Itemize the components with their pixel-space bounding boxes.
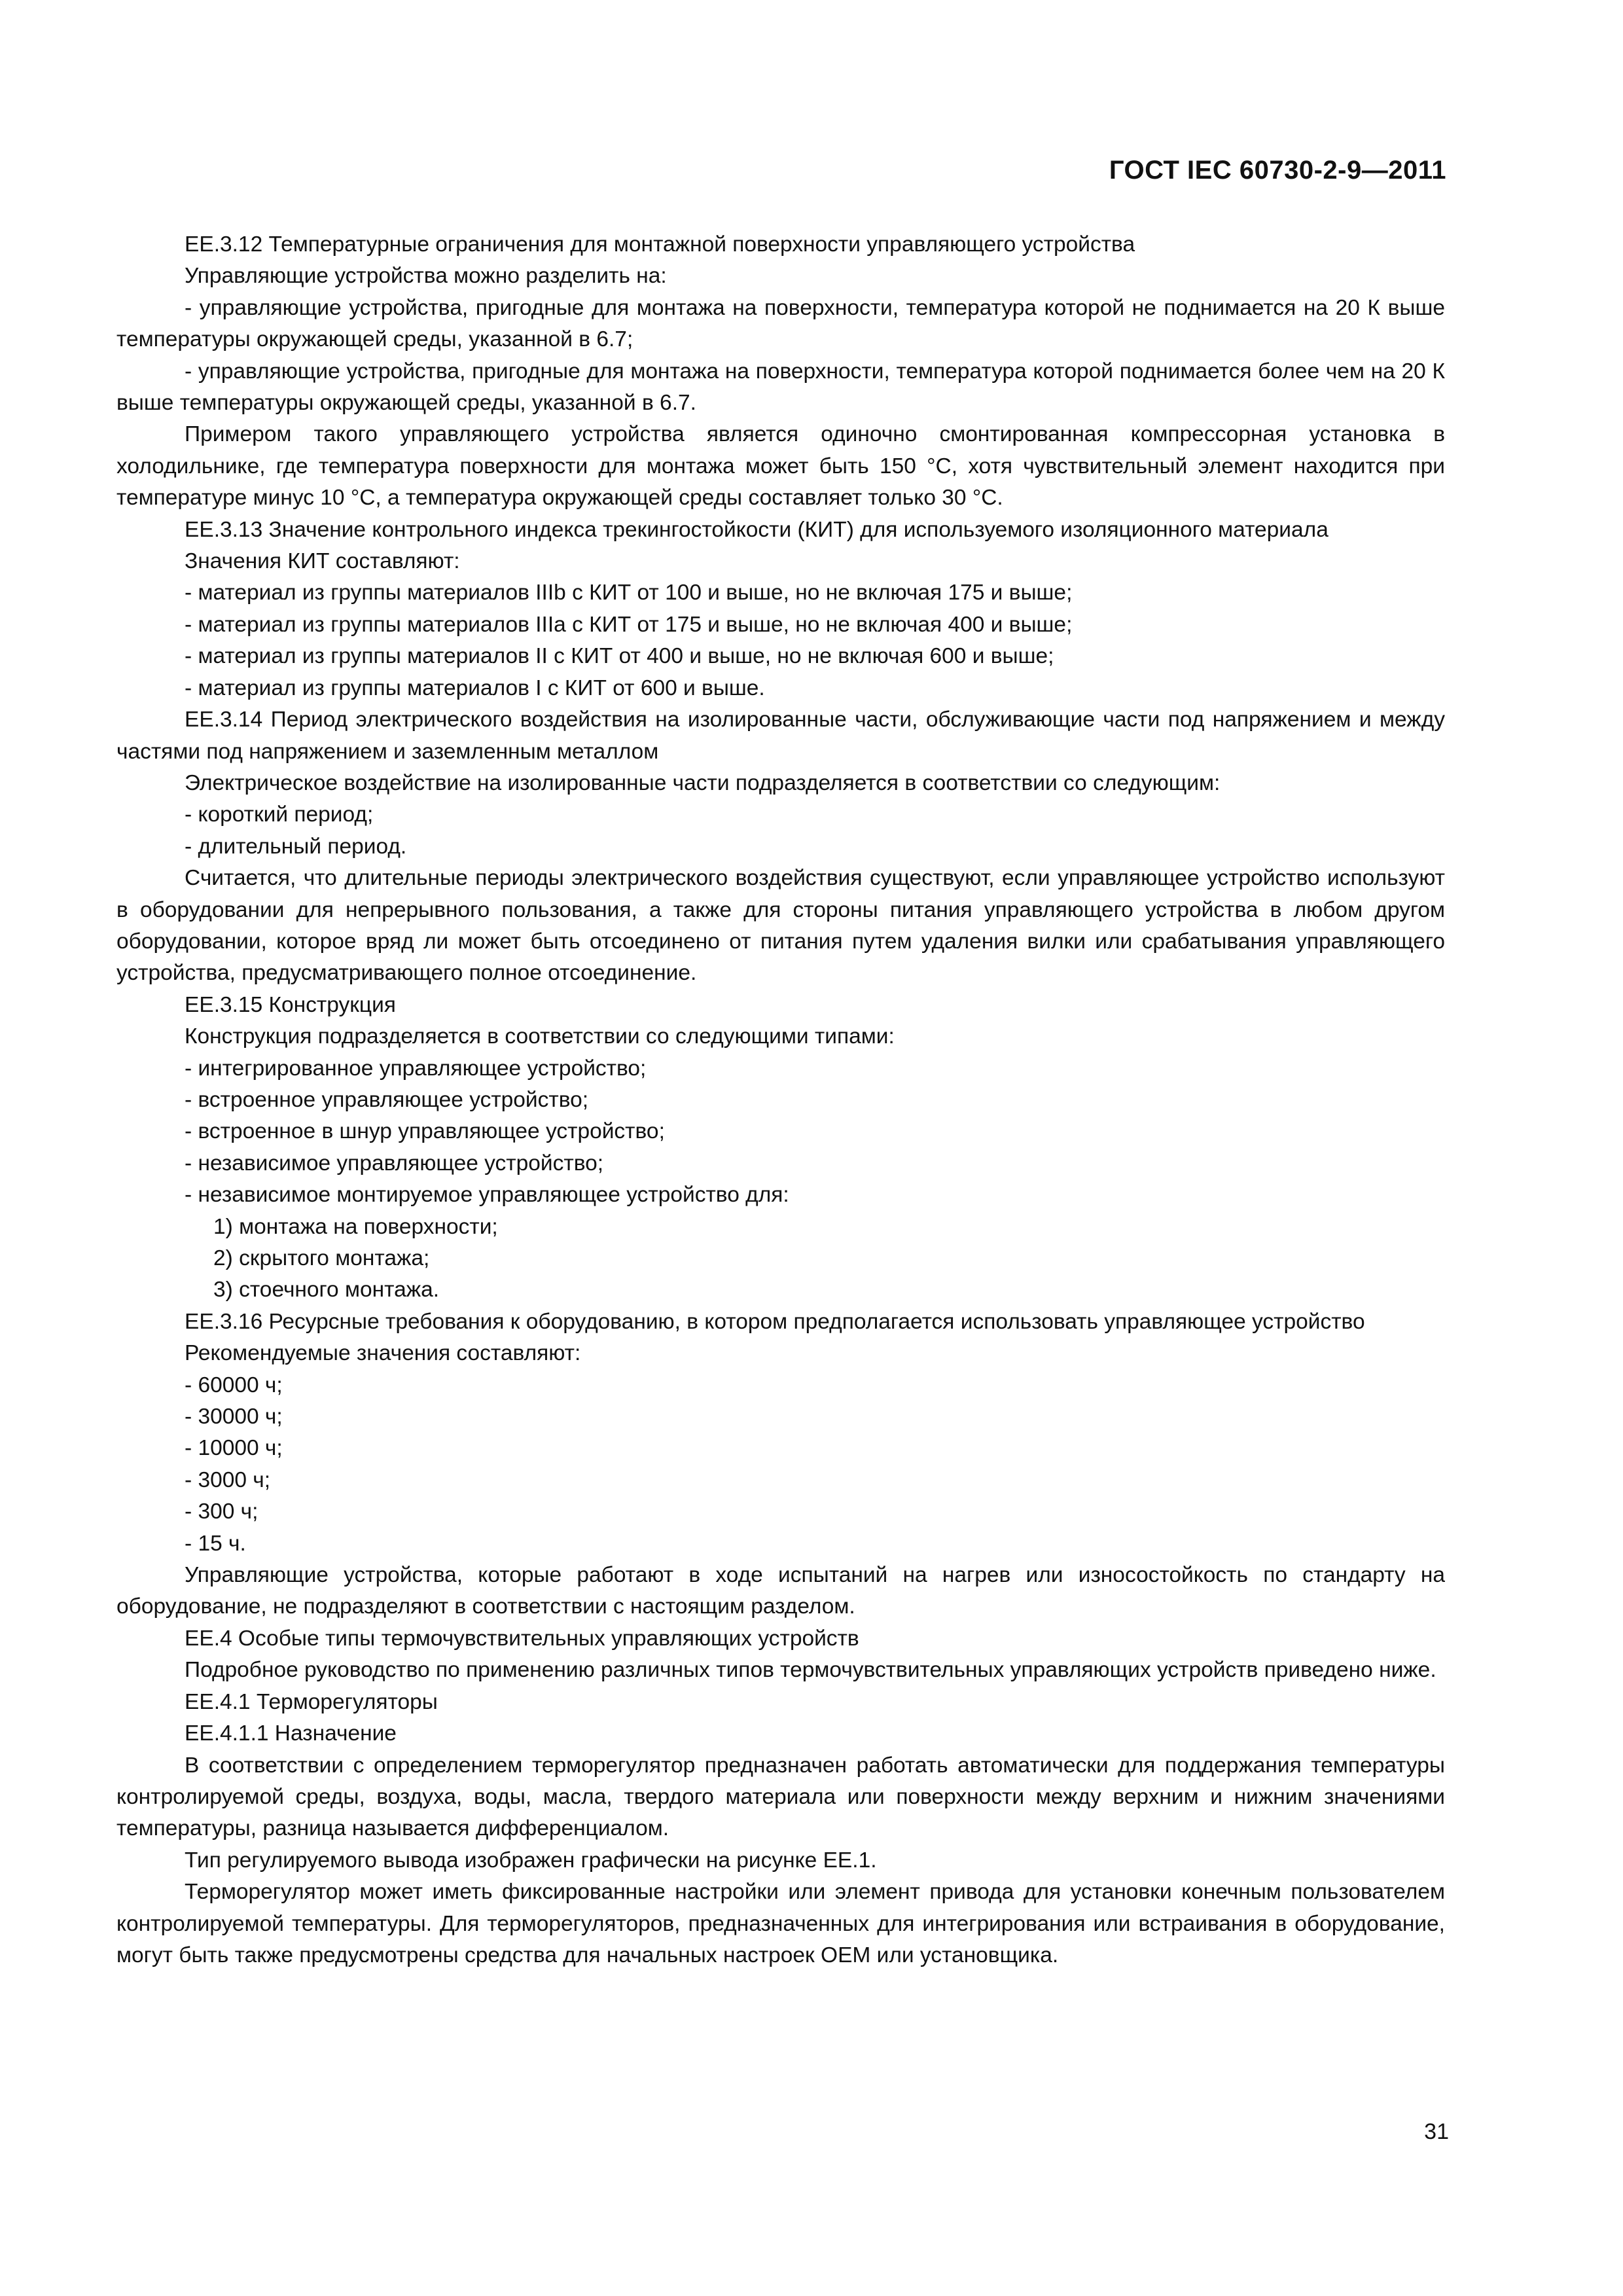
paragraph: - длительный период.: [185, 834, 407, 859]
paragraph: - интегрированное управляющее устройство;: [185, 1056, 647, 1081]
paragraph: Управляющие устройства, которые работают в ходе испытаний на нагрев или износостойкость по стандарту на оборудование, не подразделяют в соответствии с настоящим разделом.: [116, 1563, 1445, 1619]
paragraph: Тип регулируемого вывода изображен графически на рисунке ЕЕ.1.: [185, 1848, 877, 1873]
paragraph: Считается, что длительные периоды электрического воздействия существуют, если управляющее устройство используют в оборудовании для непрерывного пользования, а также для стороны питания управляющего устройства в любом другом оборудовании, которое вряд ли может быть отсоединено от питания путем удаления вилки или срабатывания управляющего устройства, предусматривающего полное отсоединение.: [116, 866, 1445, 986]
paragraph: 1) монтажа на поверхности;: [213, 1214, 498, 1239]
paragraph: ЕЕ.3.15 Конструкция: [185, 992, 396, 1017]
paragraph: Рекомендуемые значения составляют:: [185, 1341, 581, 1366]
document-header: ГОСТ IEC 60730-2-9—2011: [1109, 156, 1446, 185]
paragraph: - 10000 ч;: [185, 1436, 283, 1461]
paragraph: - материал из группы материалов IIIb с КИТ от 100 и выше, но не включая 175 и выше;: [185, 581, 1073, 605]
paragraph: - независимое управляющее устройство;: [185, 1151, 604, 1175]
paragraph: - встроенное управляющее устройство;: [185, 1087, 589, 1112]
paragraph: Управляющие устройства можно разделить на:: [185, 264, 667, 289]
paragraph: - материал из группы материалов II с КИТ от 400 и выше, но не включая 600 и выше;: [185, 644, 1054, 669]
paragraph: ЕЕ.3.13 Значение контрольного индекса трекингостойкости (КИТ) для используемого изоляционного материала: [185, 517, 1329, 542]
paragraph: ЕЕ.4.1 Терморегуляторы: [185, 1689, 438, 1714]
paragraph: Подробное руководство по применению различных типов термочувствительных управляющих устройств приведено ниже.: [185, 1658, 1436, 1683]
paragraph: - 3000 ч;: [185, 1467, 271, 1492]
paragraph: ЕЕ.3.12 Температурные ограничения для монтажной поверхности управляющего устройства: [185, 232, 1135, 257]
paragraph: 3) стоечного монтажа.: [213, 1278, 440, 1302]
paragraph: Значения КИТ составляют:: [185, 549, 460, 574]
paragraph: - материал из группы материалов I с КИТ от 600 и выше.: [185, 675, 765, 700]
paragraph: ЕЕ.4.1.1 Назначение: [185, 1721, 397, 1746]
paragraph: - материал из группы материалов IIIa с КИТ от 175 и выше, но не включая 400 и выше;: [185, 612, 1073, 637]
paragraph: - управляющие устройства, пригодные для монтажа на поверхности, температура которой не поднимается на 20 К выше температуры окружающей среды, указанной в 6.7;: [116, 295, 1445, 352]
paragraph: - 15 ч.: [185, 1531, 246, 1556]
paragraph: - 30000 ч;: [185, 1405, 283, 1429]
paragraph: В соответствии с определением терморегулятор предназначен работать автоматически для поддержания температуры контролируемой среды, воздуха, воды, масла, твердого материала или поверхности между верхним и нижним значениями температуры, разница называется дифференциалом.: [116, 1753, 1445, 1841]
paragraph: - 60000 ч;: [185, 1372, 283, 1397]
paragraph: - 300 ч;: [185, 1499, 259, 1524]
paragraph: ЕЕ.3.14 Период электрического воздействия на изолированные части, обслуживающие части под напряжением и между частями под напряжением и заземленным металлом: [116, 708, 1445, 764]
paragraph: ЕЕ.3.16 Ресурсные требования к оборудованию, в котором предполагается использовать управляющее устройство: [185, 1309, 1365, 1334]
paragraph: - встроенное в шнур управляющее устройство;: [185, 1119, 665, 1144]
paragraph: - короткий период;: [185, 802, 374, 827]
document-body: [116, 229, 1445, 1971]
paragraph: ЕЕ.4 Особые типы термочувствительных управляющих устройств: [185, 1626, 859, 1651]
paragraph: - независимое монтируемое управляющее устройство для:: [185, 1183, 789, 1208]
paragraph: - управляющие устройства, пригодные для монтажа на поверхности, температура которой поднимается более чем на 20 К выше температуры окружающей среды, указанной в 6.7.: [116, 359, 1445, 416]
paragraph: Конструкция подразделяется в соответствии со следующими типами:: [185, 1024, 895, 1049]
page-number: 31: [1424, 2119, 1449, 2144]
paragraph: Электрическое воздействие на изолированные части подразделяется в соответствии со следующим:: [185, 770, 1221, 795]
paragraph: Примером такого управляющего устройства является одиночно смонтированная компрессорная установка в холодильнике, где температура поверхности для монтажа может быть 150 °С, хотя чувствительный элемент находится при температуре минус 10 °С, а температура окружающей среды составляет только 30 °С.: [116, 422, 1445, 511]
paragraph: Терморегулятор может иметь фиксированные настройки или элемент привода для установки конечным пользователем контролируемой температуры. Для терморегуляторов, предназначенных для интегрирования или встраивания в оборудование, могут быть также предусмотрены средства для начальных настроек ОЕМ или установщика.: [116, 1880, 1445, 1967]
paragraph: 2) скрытого монтажа;: [213, 1246, 430, 1270]
